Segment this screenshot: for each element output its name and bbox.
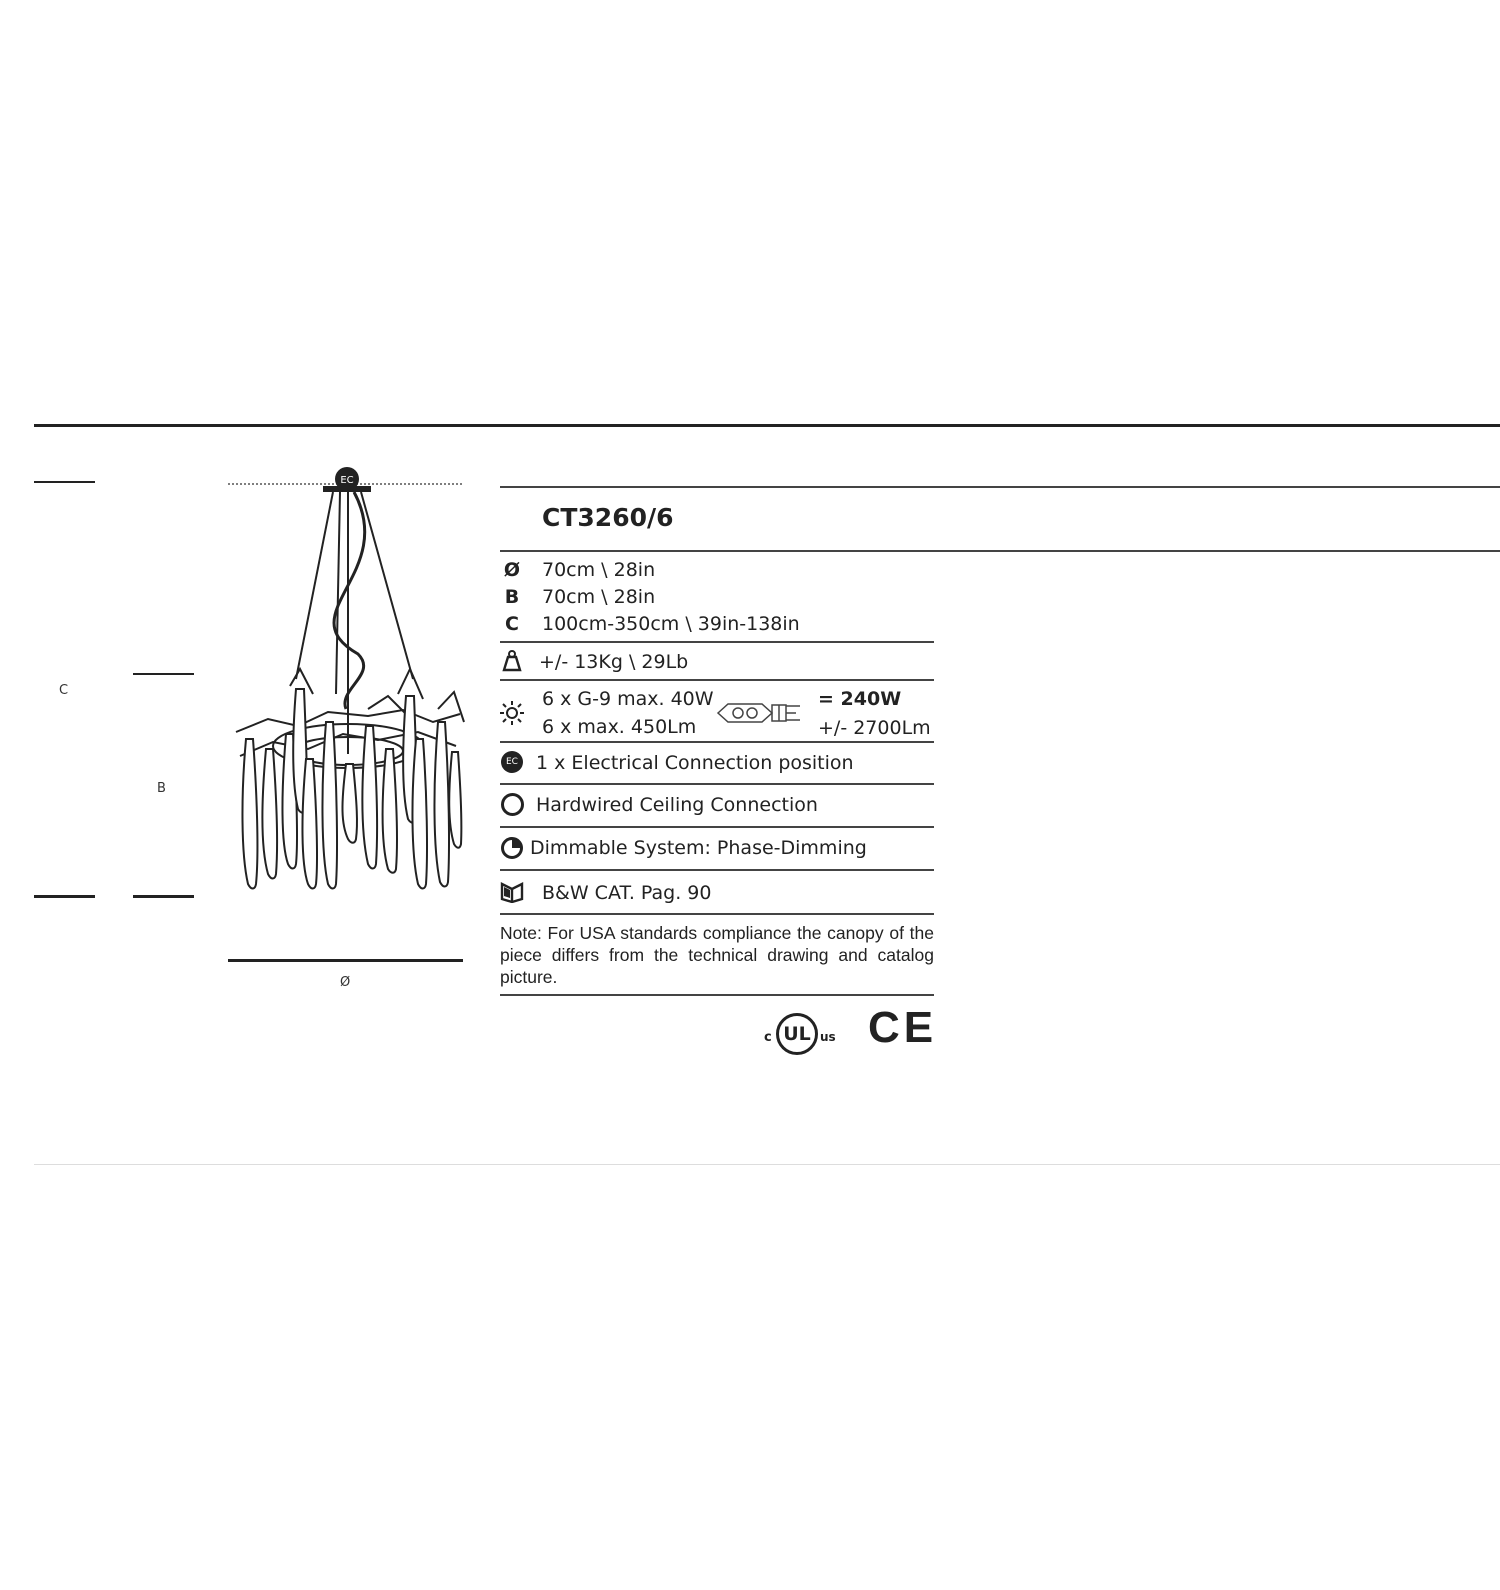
lumen-spec: 6 x max. 450Lm xyxy=(542,716,697,738)
weight-value: +/- 13Kg \ 29Lb xyxy=(539,651,689,673)
divider-2 xyxy=(500,679,934,681)
ce-mark: CE xyxy=(868,1003,938,1052)
divider-3 xyxy=(500,741,934,743)
divider-5 xyxy=(500,826,934,828)
divider-1 xyxy=(500,641,934,643)
product-code: CT3260/6 xyxy=(542,503,674,532)
usa-compliance-note: Note: For USA standards compliance the canopy of the piece differs from the technical drawing and catalog picture. xyxy=(500,923,934,987)
dim-marker-bottom-right xyxy=(133,895,194,898)
dimmable-system: Dimmable System: Phase-Dimming xyxy=(530,837,867,859)
dim-label-c: C xyxy=(59,683,69,698)
ec-marker-label: EC xyxy=(340,475,354,486)
diameter-symbol: Ø xyxy=(503,559,521,581)
top-rule xyxy=(34,424,1500,427)
divider-6 xyxy=(500,869,934,871)
c-symbol: C xyxy=(505,613,519,635)
dim-label-diameter: Ø xyxy=(340,975,351,990)
g9-bulb-icon xyxy=(716,700,804,726)
ul-mark-label: UL xyxy=(783,1023,811,1045)
dim-marker-bottom-left xyxy=(34,895,95,898)
c-value: 100cm-350cm \ 39in-138in xyxy=(542,613,800,635)
dim-marker-top xyxy=(34,481,95,483)
dimmable-icon xyxy=(500,836,524,860)
diameter-rule xyxy=(228,959,463,962)
b-symbol: B xyxy=(504,586,520,608)
hardwired-connection: Hardwired Ceiling Connection xyxy=(536,794,818,816)
divider-4 xyxy=(500,783,934,785)
bottom-rule xyxy=(34,1164,1500,1165)
ul-c-label: c xyxy=(764,1030,772,1045)
divider-7 xyxy=(500,913,934,915)
ec-icon xyxy=(501,751,523,773)
ul-circle-icon xyxy=(776,1013,818,1055)
weight-icon xyxy=(502,650,522,672)
chandelier-drawing xyxy=(228,464,468,904)
header-rule-top xyxy=(500,486,1500,488)
divider-8 xyxy=(500,994,934,996)
diameter-value: 70cm \ 28in xyxy=(542,559,656,581)
light-icon xyxy=(500,701,524,725)
dim-marker-b-top xyxy=(133,673,194,675)
ec-icon-label: EC xyxy=(506,757,518,767)
ul-certification xyxy=(764,1010,846,1056)
ul-us-label: us xyxy=(820,1030,836,1044)
electrical-connection: 1 x Electrical Connection position xyxy=(536,752,854,774)
header-rule-bottom xyxy=(500,550,1500,552)
bulb-spec: 6 x G-9 max. 40W xyxy=(542,688,714,710)
catalog-reference: B&W CAT. Pag. 90 xyxy=(542,882,712,904)
dim-label-b: B xyxy=(157,781,166,796)
hardwired-icon xyxy=(501,793,524,816)
b-value: 70cm \ 28in xyxy=(542,586,656,608)
book-icon xyxy=(500,881,524,903)
total-watt: = 240W xyxy=(818,688,902,710)
total-lumen: +/- 2700Lm xyxy=(818,717,931,739)
